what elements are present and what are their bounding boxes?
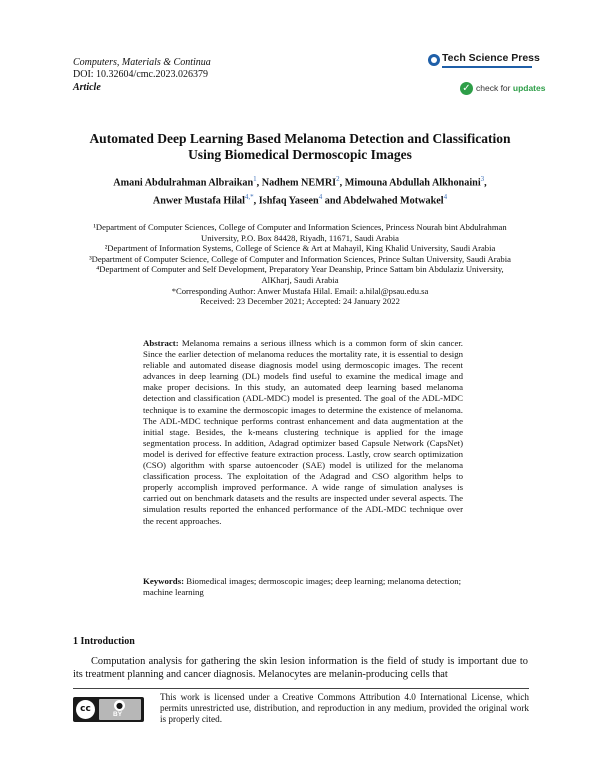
- journal-name: Computers, Materials & Continua: [73, 57, 211, 68]
- author-name: Anwer Mustafa Hilal: [152, 195, 245, 207]
- author-separator: ,: [339, 177, 345, 189]
- author-name: Amani Abdulrahman Albraikan: [113, 177, 254, 189]
- author-line-2: [60, 190, 540, 208]
- abstract: [143, 338, 463, 527]
- author-affiliation-mark[interactable]: 4,*: [244, 193, 254, 202]
- affiliation-line: ¹Department of Computer Sciences, College of Computer and Information Sciences, Princess Nourah bint Abdulrahman: [93, 222, 507, 232]
- author-name: Abdelwahed Motwakel: [343, 195, 444, 207]
- author-name: Nadhem NEMRI: [261, 177, 337, 189]
- article-type: Article: [73, 82, 101, 93]
- publisher-underline: [442, 66, 532, 68]
- cc-attribution-panel: [99, 699, 141, 720]
- abstract-label: Abstract:: [143, 338, 179, 348]
- publisher-name: Tech Science Press: [442, 52, 540, 64]
- corresponding-author: *Corresponding Author: Anwer Mustafa Hilal. Email: a.hilal@psau.edu.sa: [171, 285, 429, 296]
- received-accepted-dates: Received: 23 December 2021; Accepted: 24 January 2022: [200, 296, 400, 307]
- author-affiliation-mark[interactable]: 4: [443, 193, 448, 202]
- affiliation-line: ⁴Department of Computer and Self Development, Preparatory Year Deanship, Prince Sattam bin Abdulaziz University,: [96, 264, 504, 275]
- title-line-1: Automated Deep Learning Based Melanoma Detection and Classification: [89, 131, 511, 146]
- check-for-updates-badge[interactable]: [460, 80, 545, 96]
- author-separator: ,: [253, 195, 259, 207]
- author-separator: ,: [484, 177, 487, 189]
- author-name: Ishfaq Yaseen: [258, 195, 319, 207]
- affiliation-line: University, P.O. Box 84428, Riyadh, 11671, Saudi Arabia: [201, 232, 399, 243]
- license-text: This work is licensed under a Creative Commons Attribution 4.0 International License, which permits unrestricted use, distribution, and reproduction in any medium, provided the original work is properly cited.: [160, 692, 529, 724]
- author-separator: and: [322, 195, 344, 207]
- title-line-2: Using Biomedical Dermoscopic Images: [188, 147, 412, 162]
- check-for-updates-label: check for updates: [476, 83, 546, 93]
- keywords-label: Keywords:: [143, 576, 185, 586]
- affiliation-line: ²Department of Information Systems, College of Science & Art at Mahayil, King Khalid University, Saudi Arabia: [104, 243, 496, 254]
- creative-commons-icon: cc: [76, 700, 95, 719]
- publisher-logo[interactable]: [428, 52, 540, 70]
- cc-by-badge[interactable]: [73, 697, 144, 722]
- author-affiliation-mark[interactable]: 3: [480, 175, 485, 183]
- cc-by-label: BY: [113, 711, 123, 718]
- author-affiliation-mark[interactable]: 2: [336, 175, 340, 183]
- keywords: [143, 576, 463, 598]
- paper-title: [60, 131, 540, 163]
- doi[interactable]: DOI: 10.32604/cmc.2023.026379: [73, 69, 208, 80]
- affiliation-line: ³Department of Computer Science, College of Computer and Information Sciences, Prince Sultan University, Saudi Arabia: [89, 253, 511, 264]
- intro-paragraph: Computation analysis for gathering the skin lesion information is the field of study is important due to its treatment planning and cancer diagnosis. Melanocytes are melanin-producing cells that: [73, 656, 528, 680]
- author-separator: ,: [256, 177, 262, 189]
- author-name: Mimouna Abdullah Alkhonaini: [344, 177, 481, 189]
- keywords-text: Biomedical images; dermoscopic images; deep learning; melanoma detection; machine learning: [143, 576, 462, 598]
- footer-divider: [73, 688, 529, 689]
- attribution-person-icon: ●: [114, 700, 125, 711]
- author-affiliation-mark[interactable]: 1: [253, 175, 257, 183]
- publisher-globe-icon: [428, 54, 440, 66]
- affiliations: [70, 222, 530, 307]
- abstract-text: Melanoma remains a serious illness which is a common form of skin cancer. Since the earlier detection of melanoma reduces the mortality rate, it is essential to design reliable and automated disease diagnosis model using dermoscopic images. The recent advances in deep learning (DL) models find useful to examine the medical image and make proper decisions. In this study, an automated deep learning based melanoma detection and classification (ADL-MDC) model is presented. The goal of the ADL-MDC technique is to examine the dermoscopic images to determine the existence of melanoma. The ADL-MDC technique performs contrast enhancement and data augmentation at the initial stage. Besides, the k-means clustering technique is applied for the image segmentation process. In addition, Adagrad optimizer based Capsule Network (CapsNet) model is derived for effective feature extraction process. Lastly, crow search optimization (CSO) algorithm with sparse autoencoder (SAE) model is utilized for the melanoma classification process. The exploitation of the Adagrad and CSO algorithm helps to properly accomplish improved performance. A wide range of simulation analyses is carried out on benchmark datasets and the results are inspected under several aspects. The simulation results reported the enhanced performance of the ADL-MDC technique over the recent approaches.: [143, 338, 463, 526]
- section-heading: 1 Introduction: [73, 636, 135, 647]
- author-line-1: [60, 172, 540, 190]
- affiliation-line: AlKharj, Saudi Arabia: [261, 274, 339, 285]
- check-icon: ✓: [460, 82, 473, 95]
- author-affiliation-mark[interactable]: 4: [318, 193, 323, 202]
- author-list: [60, 172, 540, 209]
